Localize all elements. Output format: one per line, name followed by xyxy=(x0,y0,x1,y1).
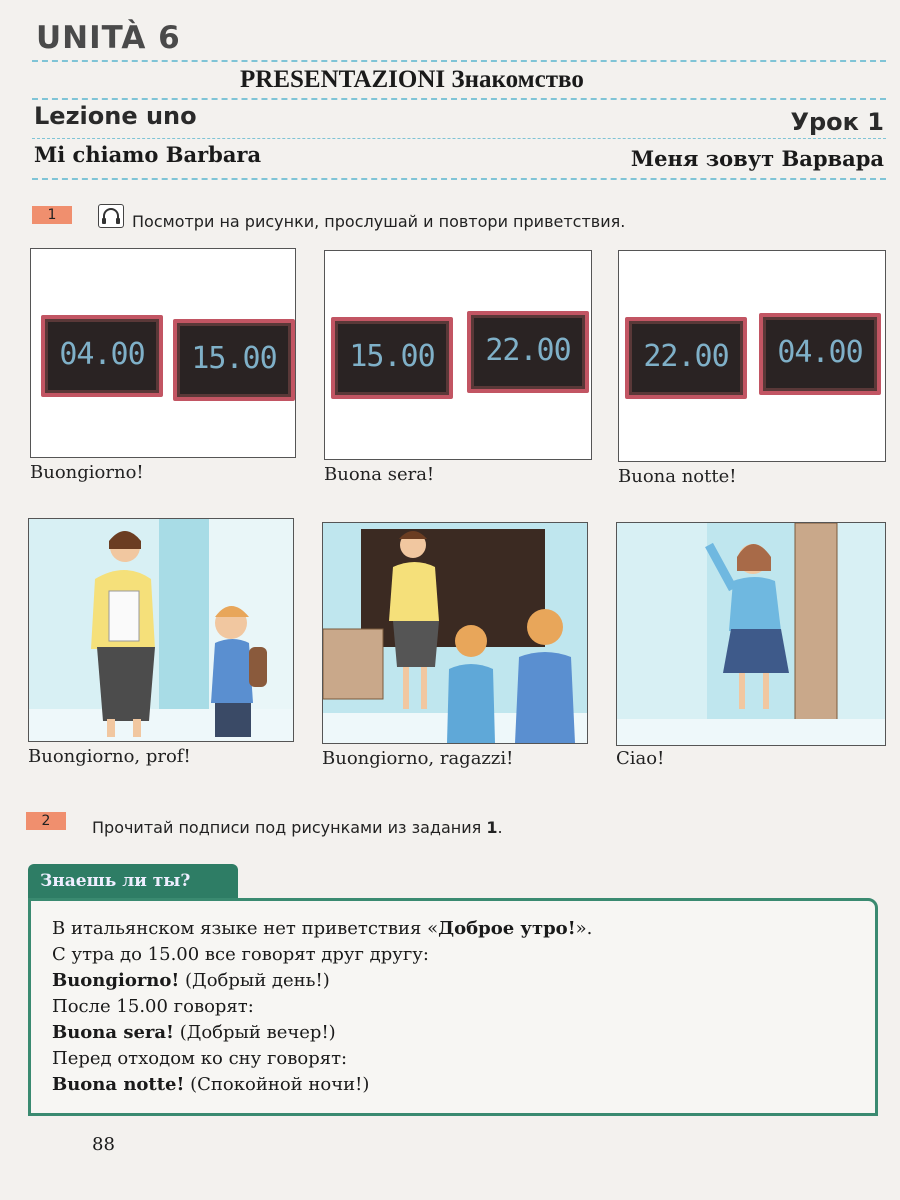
info-text-bold: Доброе утро! xyxy=(438,918,576,939)
info-line xyxy=(52,1022,336,1043)
info-text-bold: Buona notte! xyxy=(52,1074,185,1095)
divider-lesson xyxy=(32,138,886,139)
info-text-bold: Buongiorno! xyxy=(52,970,180,991)
clock-display xyxy=(41,315,163,397)
clock-display xyxy=(467,311,589,393)
section-title: PRESENTAZIONI Знакомство xyxy=(240,66,584,93)
info-line xyxy=(52,1074,369,1095)
lesson-subtitle-it: Mi chiamo Barbara xyxy=(34,142,262,167)
clock-time: 04.00 xyxy=(777,335,863,370)
girl-waving-illustration xyxy=(617,523,885,745)
clock-display xyxy=(759,313,881,395)
picture-panel-classroom xyxy=(322,522,588,744)
picture-panel-morning xyxy=(30,248,296,458)
caption-buongiorno-ragazzi: Buongiorno, ragazzi! xyxy=(322,748,514,769)
info-text: (Добрый вечер!) xyxy=(173,1022,336,1043)
lesson-title-ru: Урок 1 xyxy=(790,108,884,136)
clock-time: 15.00 xyxy=(349,339,435,374)
divider-bottom xyxy=(32,178,886,180)
info-line xyxy=(52,970,330,991)
clock-display xyxy=(625,317,747,399)
picture-panel-evening xyxy=(324,250,592,460)
clock-time: 04.00 xyxy=(59,337,145,372)
clock-display xyxy=(173,319,295,401)
caption-buongiorno: Buongiorno! xyxy=(30,462,144,483)
info-text: (Спокойной ночи!) xyxy=(184,1074,370,1095)
task-instruction: Посмотри на рисунки, прослушай и повтори приветствия. xyxy=(132,212,626,231)
caption-buona-notte: Buona notte! xyxy=(618,466,737,487)
info-box-title: Знаешь ли ты? xyxy=(28,864,238,898)
task2-text-end: . xyxy=(497,818,503,837)
picture-panel-night xyxy=(618,250,886,462)
clock-time: 22.00 xyxy=(485,333,571,368)
task2-instruction xyxy=(92,818,503,837)
clock-time: 22.00 xyxy=(643,339,729,374)
page-number: 88 xyxy=(92,1134,115,1155)
info-line xyxy=(52,918,592,939)
picture-panel-ciao xyxy=(616,522,886,746)
caption-buona-sera: Buona sera! xyxy=(324,464,435,485)
task2-text: Прочитай подписи под рисунками из задания xyxy=(92,818,487,837)
clock-display xyxy=(331,317,453,399)
info-text-bold: Buona sera! xyxy=(52,1022,174,1043)
divider-mid xyxy=(32,98,886,100)
classroom-illustration xyxy=(323,523,587,743)
lesson-title-it: Lezione uno xyxy=(34,102,197,130)
divider-top xyxy=(32,60,886,62)
lesson-subtitle-ru: Меня зовут Варвара xyxy=(630,146,884,171)
picture-panel-teacher-student xyxy=(28,518,294,742)
info-line: Перед отходом ко сну говорят: xyxy=(52,1048,348,1069)
clock-time: 15.00 xyxy=(191,341,277,376)
caption-buongiorno-prof: Buongiorno, prof! xyxy=(28,746,191,767)
info-text: ». xyxy=(575,918,593,939)
info-line: С утра до 15.00 все говорят друг другу: xyxy=(52,944,429,965)
task-number-badge: 2 xyxy=(26,812,66,830)
info-text: (Добрый день!) xyxy=(179,970,330,991)
info-text: В итальянском языке нет приветствия « xyxy=(52,918,439,939)
task2-reference: 1 xyxy=(486,818,498,837)
headphones-icon xyxy=(98,204,124,228)
teacher-student-illustration xyxy=(29,519,293,741)
unit-title: UNITÀ 6 xyxy=(36,20,181,56)
caption-ciao: Ciao! xyxy=(616,748,665,769)
info-line: После 15.00 говорят: xyxy=(52,996,254,1017)
task-number-badge: 1 xyxy=(32,206,72,224)
